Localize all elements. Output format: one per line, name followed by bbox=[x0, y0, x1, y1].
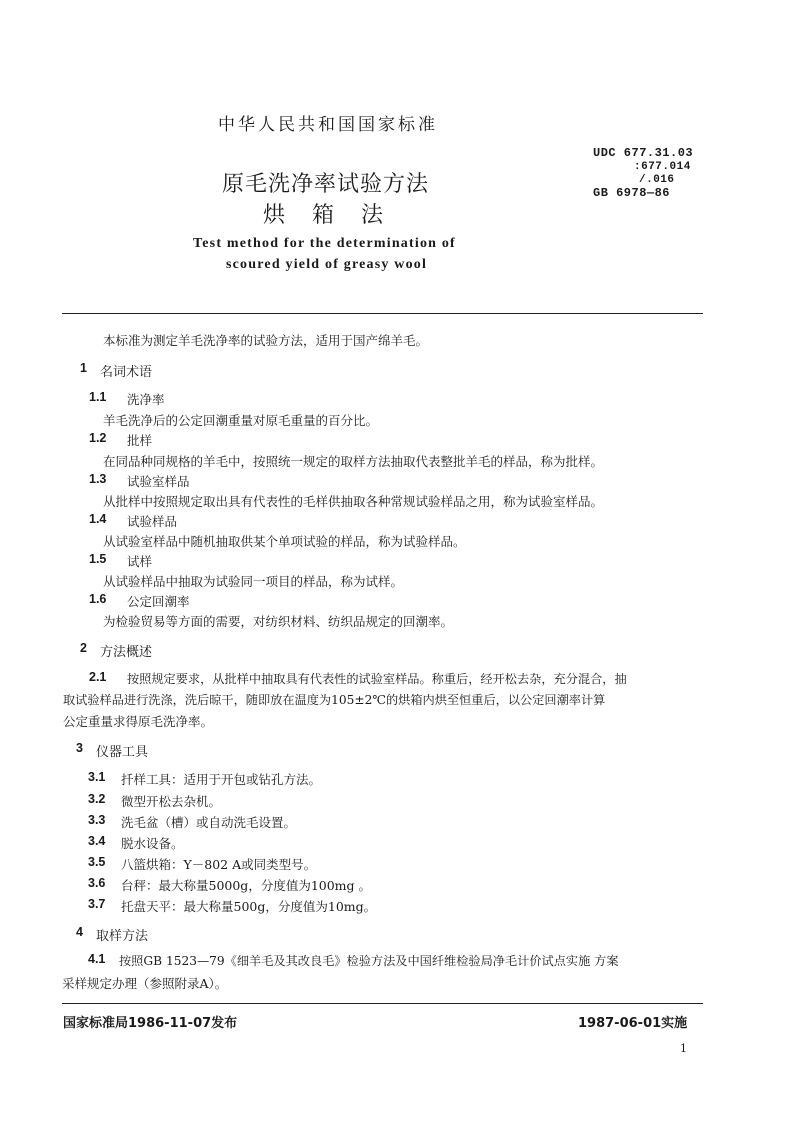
paragraph-line: 取试验样品进行洗涤，洗后晾干，随即放在温度为105±2℃的烘箱内烘至恒重后，以公定回潮率计算 bbox=[63, 693, 606, 707]
footer-divider bbox=[62, 1003, 703, 1004]
clause-term: 试验样品 bbox=[127, 514, 178, 529]
clause-term: 试验室样品 bbox=[127, 474, 190, 489]
clause-number: 3.5 bbox=[88, 855, 106, 869]
clause-text: 洗毛盆（槽）或自动洗毛设置。 bbox=[121, 815, 297, 830]
clause-text: 托盘天平：最大称量500g，分度值为10mg。 bbox=[121, 899, 377, 914]
clause-definition: 羊毛洗净后的公定回潮重量对原毛重量的百分比。 bbox=[103, 413, 379, 428]
national-standard-heading: 中华人民共和国国家标准 bbox=[218, 115, 438, 135]
section-4-number: 4 bbox=[76, 925, 83, 939]
section-2-number: 2 bbox=[80, 641, 87, 655]
section-4-title: 取样方法 bbox=[96, 929, 149, 944]
udc-code-line2: :677.014 bbox=[634, 161, 691, 173]
clause-number: 2.1 bbox=[89, 670, 107, 684]
udc-code-line3: /.016 bbox=[639, 174, 675, 186]
clause-number: 3.3 bbox=[88, 813, 106, 827]
clause-text: 台秤：最大称量5000g，分度值为100mg 。 bbox=[121, 878, 372, 893]
clause-definition: 从批样中按照规定取出具有代表性的毛样供抽取各种常规试验样品之用，称为试验室样品。 bbox=[103, 494, 604, 509]
clause-number: 1.1 bbox=[89, 390, 107, 404]
intro-paragraph: 本标准为测定羊毛洗净率的试验方法，适用于国产绵羊毛。 bbox=[103, 333, 429, 348]
page-number: 1 bbox=[680, 1042, 687, 1055]
clause-number: 1.4 bbox=[89, 512, 107, 526]
clause-number: 3.6 bbox=[88, 876, 106, 890]
document-title-en-line2: scoured yield of greasy wool bbox=[226, 257, 428, 272]
clause-text: 脱水设备。 bbox=[121, 836, 184, 851]
document-title-cn: 原毛洗净率试验方法 bbox=[222, 172, 430, 197]
paragraph-line: 采样规定办理（参照附录A）。 bbox=[62, 976, 228, 991]
section-2-title: 方法概述 bbox=[100, 645, 153, 660]
section-1-title: 名词术语 bbox=[100, 365, 153, 380]
udc-code: UDC 677.31.03 bbox=[593, 146, 694, 160]
clause-number: 1.6 bbox=[89, 592, 107, 606]
clause-number: 3.4 bbox=[88, 834, 106, 848]
clause-text: 八篮烘箱：Y－802 A或同类型号。 bbox=[121, 857, 317, 872]
clause-definition: 从试验样品中抽取为试验同一项目的样品，称为试样。 bbox=[103, 574, 404, 589]
clause-number: 3.7 bbox=[88, 897, 106, 911]
paragraph-line: 按照规定要求，从批样中抽取具有代表性的试验室样品。称重后，经开松去杂，充分混合，抽 bbox=[127, 672, 627, 686]
paragraph-line: 公定重量求得原毛洗净率。 bbox=[63, 714, 214, 729]
section-3-title: 仪器工具 bbox=[96, 745, 149, 760]
clause-number: 4.1 bbox=[88, 952, 106, 966]
clause-definition: 在同品种同规格的羊毛中，按照统一规定的取样方法抽取代表整批羊毛的样品，称为批样。 bbox=[103, 454, 604, 469]
clause-number: 1.5 bbox=[89, 552, 107, 566]
effective-date: 1987-06-01实施 bbox=[578, 1016, 688, 1031]
header-divider bbox=[62, 313, 703, 314]
clause-term: 洗净率 bbox=[127, 392, 165, 407]
clause-term: 试样 bbox=[127, 554, 153, 569]
clause-term: 批样 bbox=[127, 433, 153, 448]
clause-number: 3.1 bbox=[88, 770, 106, 784]
clause-definition: 为检验贸易等方面的需要，对纺织材料、纺织品规定的回潮率。 bbox=[103, 614, 454, 629]
clause-number: 3.2 bbox=[88, 792, 106, 806]
clause-number: 1.2 bbox=[89, 431, 107, 445]
document-title-en-line1: Test method for the determination of bbox=[193, 236, 456, 251]
clause-text: 微型开松去杂机。 bbox=[121, 794, 222, 809]
clause-definition: 从试验室样品中随机抽取供某个单项试验的样品，称为试验样品。 bbox=[103, 534, 466, 549]
clause-term: 公定回潮率 bbox=[127, 594, 190, 609]
clause-number: 1.3 bbox=[89, 472, 107, 486]
section-3-number: 3 bbox=[76, 741, 83, 755]
gb-code: GB 6978—86 bbox=[593, 186, 671, 200]
clause-text: 扦样工具：适用于开包或钻孔方法。 bbox=[121, 772, 322, 787]
document-subtitle-cn: 烘 箱 法 bbox=[263, 203, 393, 228]
issue-date: 国家标准局1986-11-07发布 bbox=[63, 1016, 238, 1031]
section-1-number: 1 bbox=[80, 361, 87, 375]
paragraph-line: 按照GB 1523—79《细羊毛及其改良毛》检验方法及中国纤维检验局净毛计价试点实施 方案 bbox=[119, 954, 619, 968]
